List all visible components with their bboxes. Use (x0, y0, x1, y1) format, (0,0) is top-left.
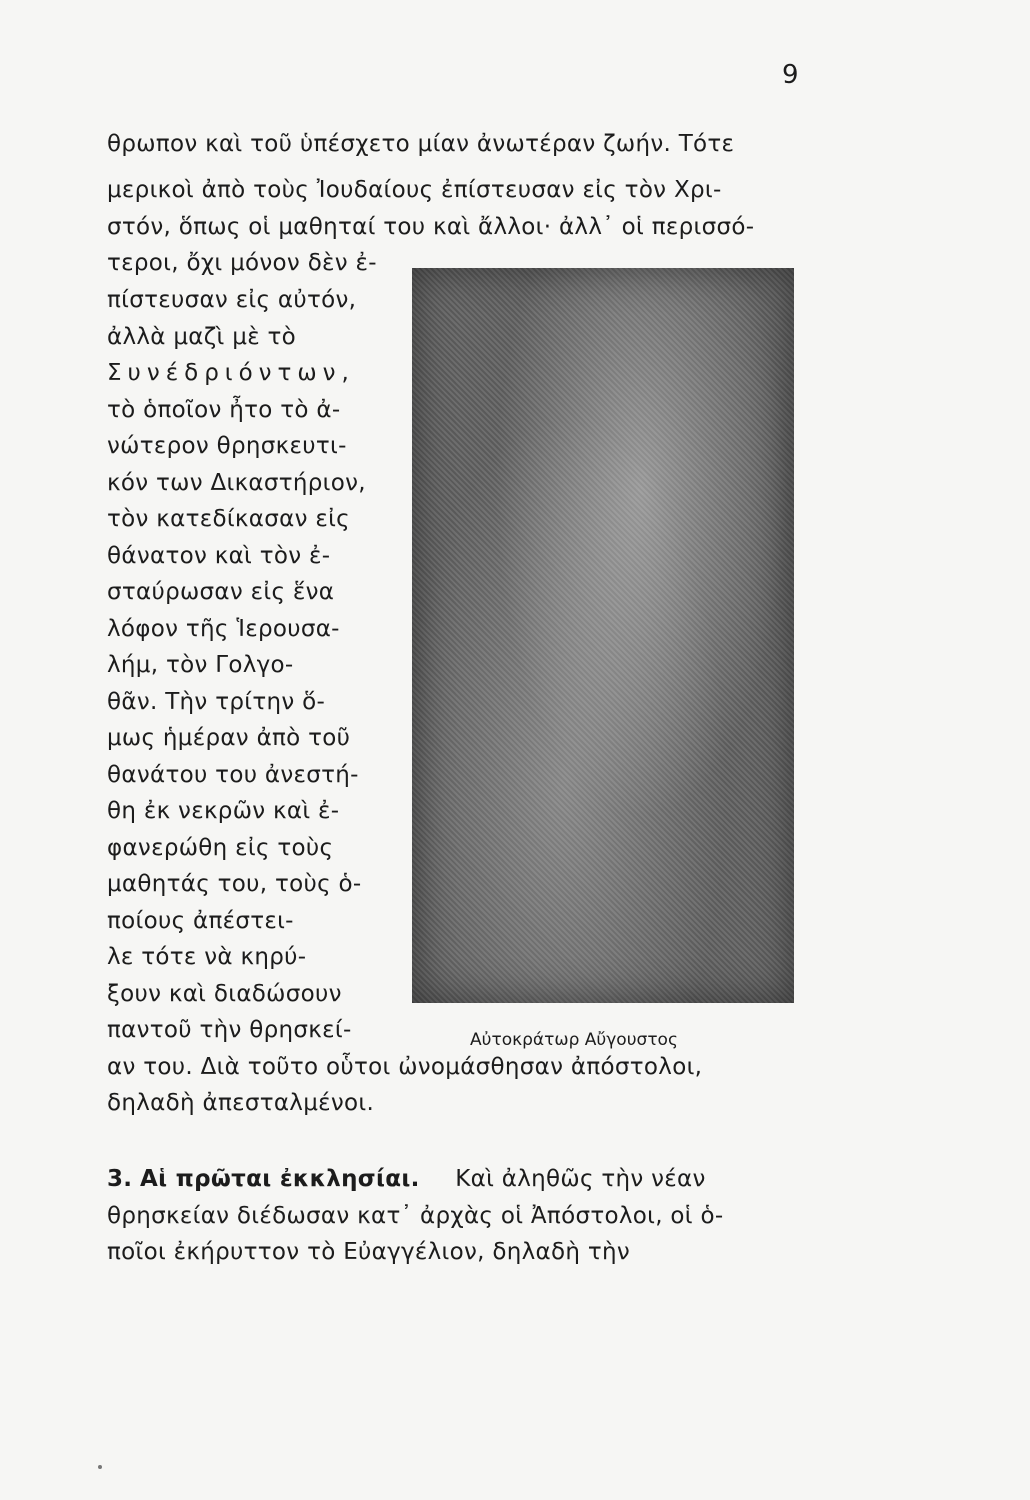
text-line: θρησκείαν διέδωσαν κατ᾽ ἀρχὰς οἱ Ἀπόστολοι, οἱ ὁ- (107, 1203, 724, 1229)
section-heading (107, 1165, 706, 1193)
text-line: θρωπον καὶ τοῦ ὑπέσχετο μίαν ἀνωτέραν ζωήν. Τότε (107, 131, 735, 157)
text-line: μερικοὶ ἀπὸ τοὺς Ἰουδαίους ἐπίστευσαν εἰς τὸν Χρι- (107, 177, 722, 203)
text-line: τὸν κατεδίκασαν εἰς (107, 506, 350, 532)
section-number: 3. (107, 1166, 133, 1192)
text-line: μως ἡμέραν ἀπὸ τοῦ (107, 725, 351, 751)
text-line: θανάτου του ἀνεστή- (107, 762, 359, 788)
section-title: Αἱ πρῶται ἐκκλησίαι. (139, 1166, 420, 1192)
text-line: ποίους ἀπέστει- (107, 908, 294, 934)
text-line: ξουν καὶ διαδώσουν (107, 981, 342, 1007)
section-text: Καὶ ἀληθῶς τὴν νέαν (455, 1166, 706, 1192)
text-line: τὸ ὁποῖον ἦτο τὸ ἀ- (107, 397, 341, 423)
text-line: ποῖοι ἐκήρυττον τὸ Εὐαγγέλιον, δηλαδὴ τὴν (107, 1239, 631, 1265)
speck (98, 1465, 102, 1469)
text-line: στόν, ὅπως οἱ μαθηταί του καὶ ἄλλοι· ἀλλ᾽ οἱ περισσό- (107, 214, 755, 240)
text-line: ἀλλὰ μαζὶ μὲ τὸ (107, 324, 297, 350)
text-line: θάνατον καὶ τὸν ἐ- (107, 543, 331, 569)
text-line: νώτερον θρησκευτι- (107, 433, 347, 459)
portrait-photo (412, 268, 794, 1003)
photo-caption: Αὐτοκράτωρ Αὔγουστος (470, 1030, 678, 1050)
text-line: αν του. Διὰ τοῦτο οὗτοι ὠνομάσθησαν ἀπόστολοι, (107, 1054, 703, 1080)
text-line: μαθητάς του, τοὺς ὁ- (107, 871, 362, 897)
text-line: θᾶν. Τὴν τρίτην ὅ- (107, 689, 326, 715)
text-line: δηλαδὴ ἀπεσταλμένοι. (107, 1090, 375, 1116)
page-number: 9 (782, 60, 799, 90)
text-line: φανερώθη εἰς τοὺς (107, 835, 334, 861)
text-line: Συνέδριόντων, (107, 360, 355, 386)
text-line: πίστευσαν εἰς αὐτόν, (107, 287, 357, 313)
text-line: τεροι, ὄχι μόνον δὲν ἐ- (107, 250, 377, 276)
text-line: λε τότε νὰ κηρύ- (107, 944, 307, 970)
text-line: λήμ, τὸν Γολγο- (107, 652, 294, 678)
text-line: κόν των Δικαστήριον, (107, 470, 366, 496)
text-line: θη ἐκ νεκρῶν καὶ ἐ- (107, 798, 340, 824)
text-line: σταύρωσαν εἰς ἕνα (107, 579, 335, 605)
text-line: λόφον τῆς Ἱερουσα- (107, 616, 340, 642)
text-line: παντοῦ τὴν θρησκεί- (107, 1017, 352, 1043)
